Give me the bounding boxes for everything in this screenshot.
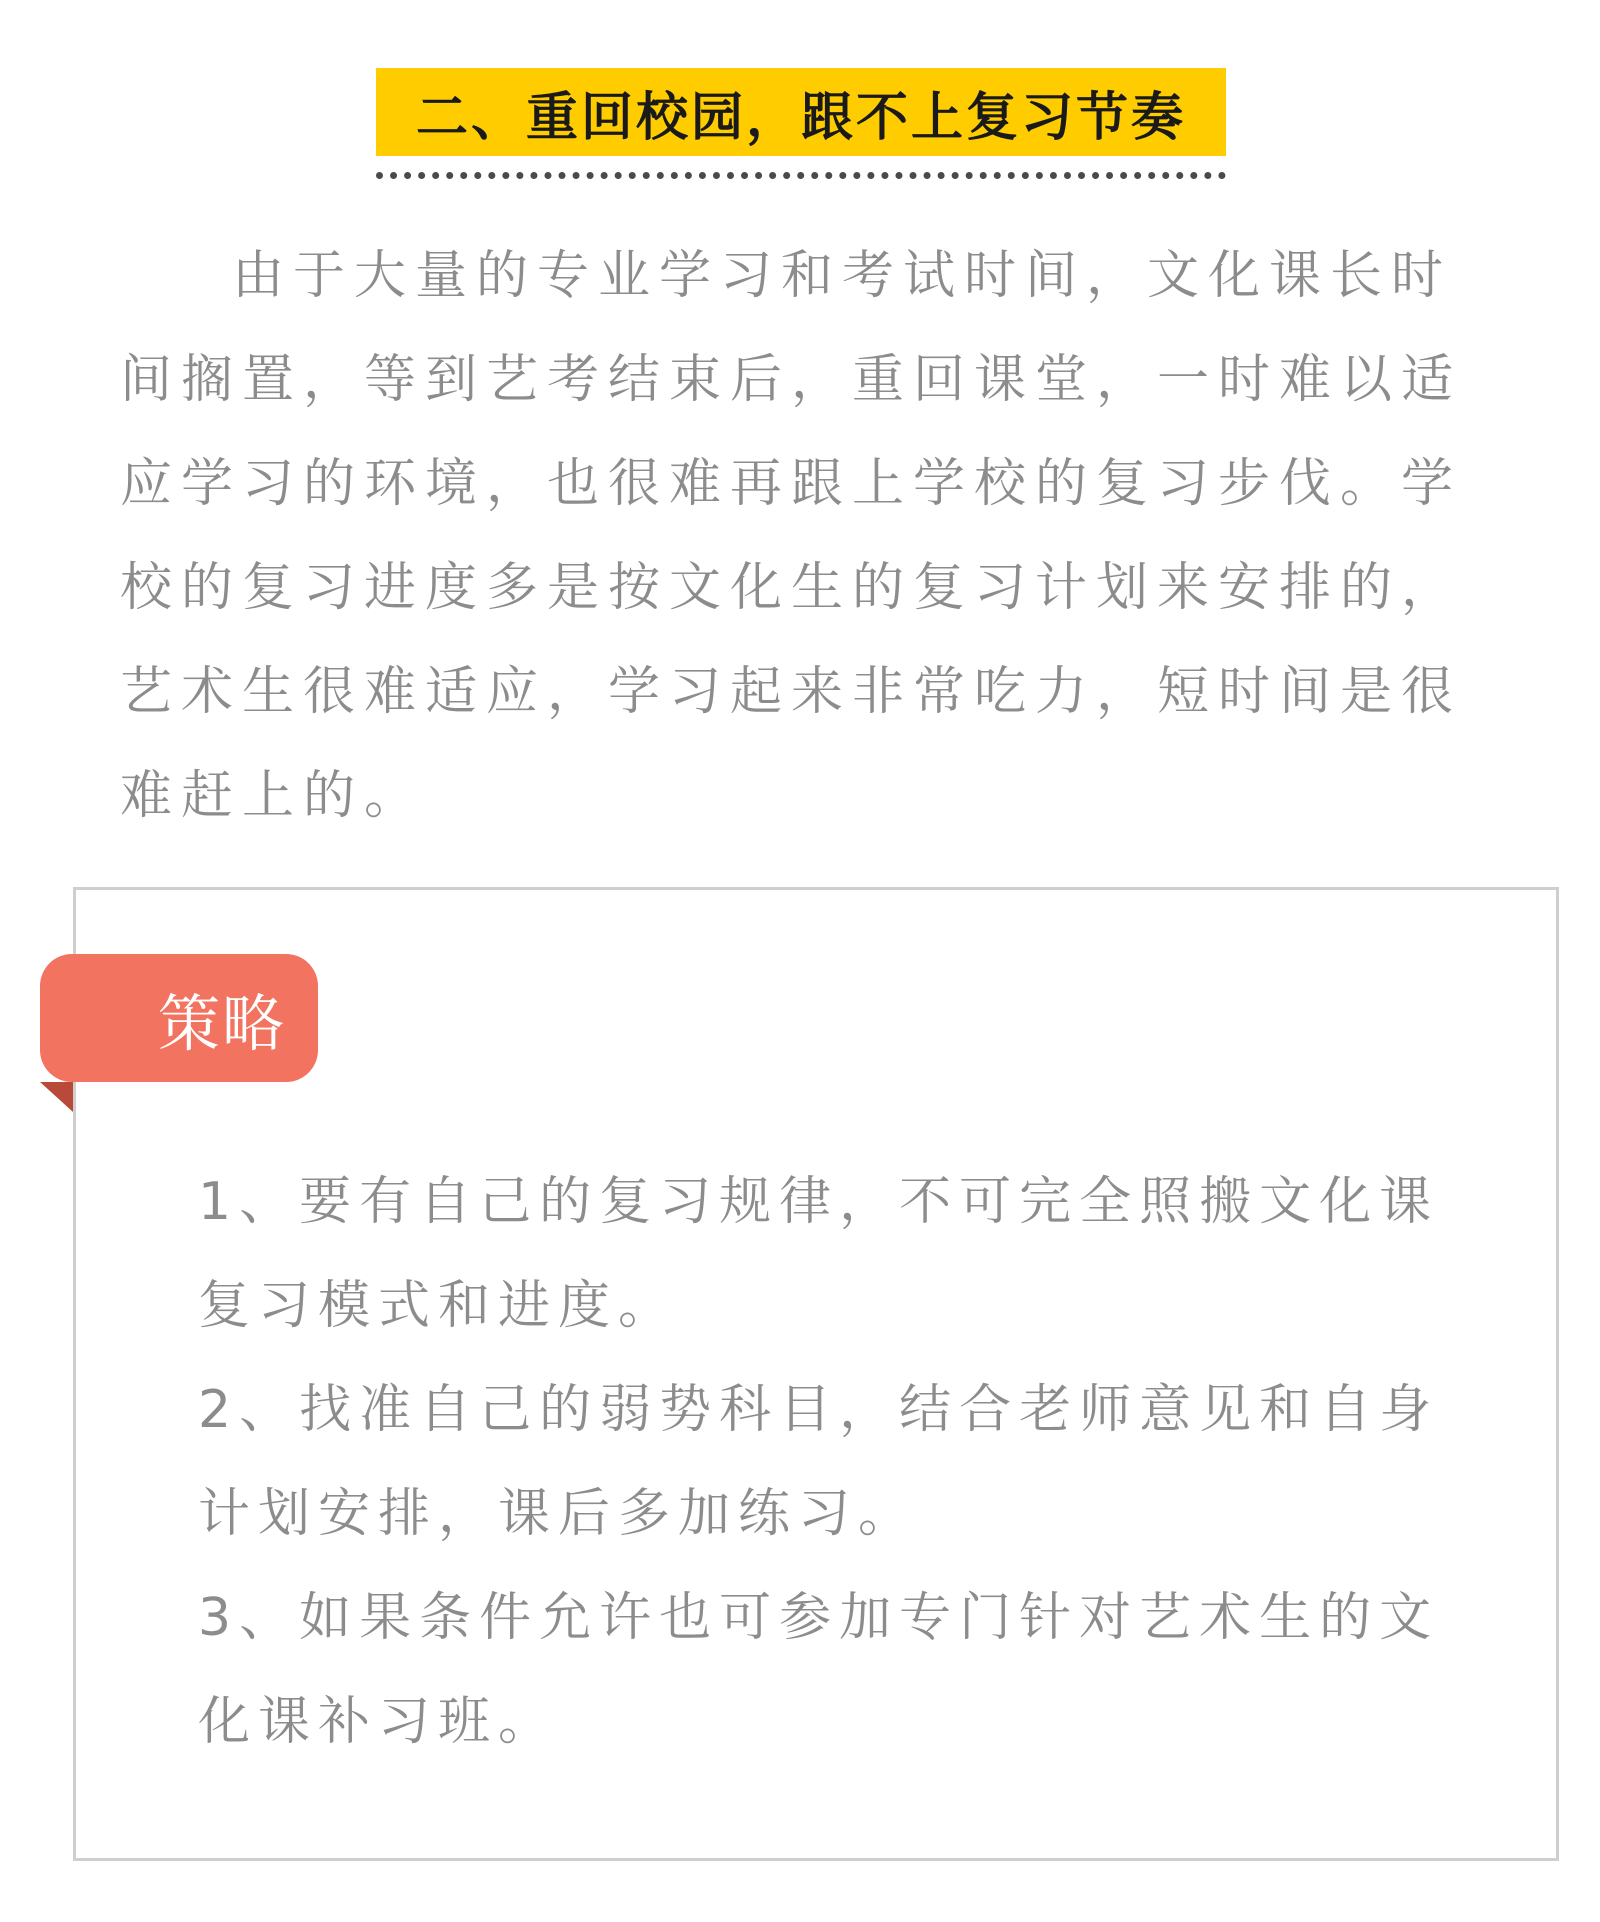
dotted-divider xyxy=(376,172,1226,179)
strategy-list xyxy=(198,1150,1458,1774)
intro-paragraph: 由于大量的专业学习和考试时间，文化课长时间搁置，等到艺考结束后，重回课堂，一时难以适应学习的环境，也很难再跟上学校的复习步伐。学校的复习进度多是按文化生的复习计划来安排的，艺术生很难适应，学习起来非常吃力，短时间是很难赶上的。 xyxy=(120,246,1463,826)
strategy-tab-fold xyxy=(40,1082,73,1112)
strategy-item: 3、如果条件允许也可参加专门针对艺术生的文化课补习班。 xyxy=(198,1588,1440,1752)
section-heading: 二、重回校园，跟不上复习节奏 xyxy=(376,68,1226,156)
strategy-item: 1、要有自己的复习规律，不可完全照搬文化课复习模式和进度。 xyxy=(198,1172,1440,1336)
section-heading-block xyxy=(376,68,1226,179)
strategy-tab: 策略 xyxy=(40,954,318,1082)
strategy-item: 2、找准自己的弱势科目，结合老师意见和自身计划安排，课后多加练习。 xyxy=(198,1380,1440,1544)
